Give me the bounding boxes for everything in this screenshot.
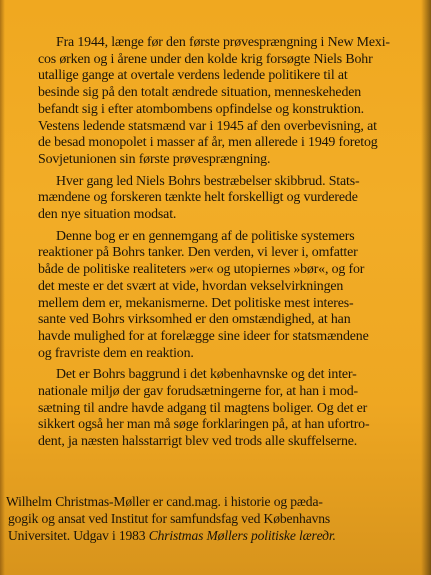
- text-line: Fra 1944, længe før den første prøvesprængning i New Mexi-: [56, 35, 390, 50]
- text-line: Denne bog er en gennemgang af de politiske systemers: [56, 228, 355, 244]
- text-line: Sovjetunionen sin første prøvesprængning.: [38, 151, 271, 167]
- text-line: reaktioner på Bohrs tanker. Den verden, vi lever i, omfatter: [38, 245, 358, 261]
- text-line: det meste er det svært at vide, hvordan vekselvirkningen: [38, 278, 344, 294]
- text-line: befandt sig i efter atombombens opfindelse og konstruktion.: [38, 101, 365, 117]
- text-line: cos ørken og i årene under den kolde krig forsøgte Niels Bohr: [38, 51, 373, 67]
- author-line-plain: Universitet. Udgav i 1983: [8, 528, 149, 543]
- text-line: mændene og forskeren tænkte helt forskelligt og vurderede: [38, 190, 358, 206]
- text-line: mellem dem er, mekanismerne. Det politiske mest interes-: [38, 295, 354, 311]
- paragraph-1: [8, 35, 424, 169]
- text-line: sante ved Bohrs virksomhed er den omstændighed, at han: [38, 312, 351, 328]
- text-line: nationale miljø der gav forudsætningerne for, at han i mod-: [38, 384, 359, 400]
- text-line: besinde sig på den totalt ændrede situation, menneskeheden: [38, 85, 362, 101]
- author-bio: [6, 493, 424, 544]
- text-line: sætning til andre havde adgang til magtens boliger. Og det er: [38, 400, 368, 416]
- paragraph-4: [8, 367, 424, 451]
- text-line: den nye situation modsat.: [38, 207, 177, 223]
- text-line: havde mulighed for at forelægge sine ideer for statsmændene: [38, 328, 369, 344]
- text-line: de besad monopolet i masser af år, men allerede i 1949 foretog: [38, 135, 378, 151]
- paragraph-3: [8, 229, 424, 363]
- text-line: utallige gange at overtale verdens ledende politikere til at: [38, 68, 348, 84]
- text-line: Vestens ledende statsmænd var i 1945 af den overbevisning, at: [38, 118, 377, 134]
- author-line: gogik og ansat ved Institut for samfundsfag ved Københavns: [8, 511, 331, 526]
- text-line: Hver gang led Niels Bohrs bestræbelser skibbrud. Stats-: [56, 173, 360, 189]
- text-line: Det er Bohrs baggrund i det københavnske og det inter-: [56, 367, 357, 383]
- paragraph-2: [8, 174, 424, 224]
- text-line: sikkert også her man må søge forklaringen på, at han ufortro-: [38, 417, 370, 433]
- text-line: dent, ja næsten halsstarrigt blev ved trods alle skuffelserne.: [38, 434, 358, 450]
- author-line: Wilhelm Christmas-Møller er cand.mag. i historie og pæda-: [6, 494, 323, 509]
- author-line: [6, 527, 424, 544]
- text-line: både de politiske realiteters »er« og utopiernes »bør«, og for: [38, 262, 365, 278]
- cover-left-shadow: [0, 0, 5, 575]
- book-title-italic: Christmas Møllers politiske lærедr.: [148, 528, 336, 543]
- blurb-text: [8, 2, 424, 456]
- text-line: og fravriste dem en reaktion.: [38, 345, 194, 361]
